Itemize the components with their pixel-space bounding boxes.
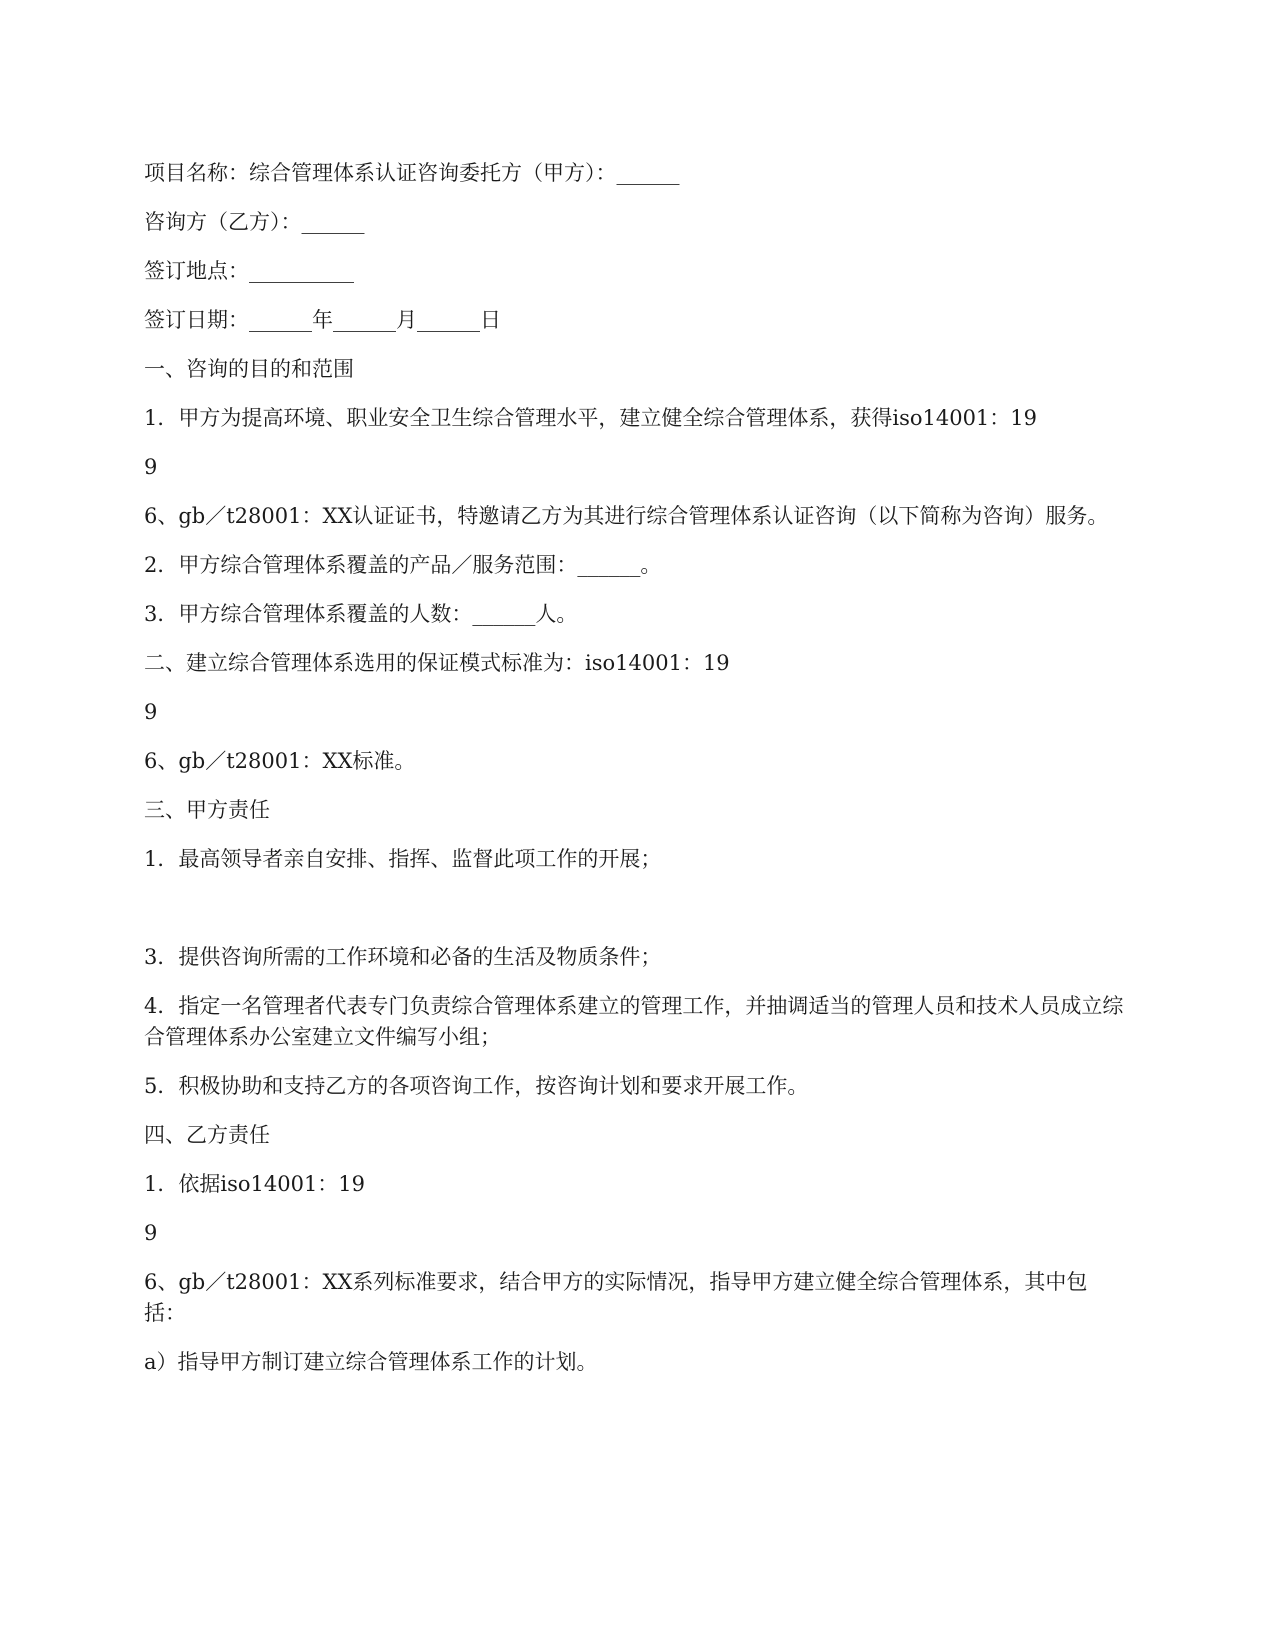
section-2-continued: 6、gb／t28001：XX标准。 [144,749,416,773]
clause-1-1-fragment: 9 [144,455,158,479]
clause-4-1: 1．依据iso14001：19 [144,1172,366,1196]
clause-4-1-continued: 6、gb／t28001：XX系列标准要求，结合甲方的实际情况，指导甲方建立健全综合管理体系，其中包括： [144,1270,1088,1325]
clause-3-1: 1．最高领导者亲自安排、指挥、监督此项工作的开展； [144,847,662,871]
clause-4-1-a: a）指导甲方制订建立综合管理体系工作的计划。 [144,1350,598,1374]
clause-3-5: 5．积极协助和支持乙方的各项咨询工作，按咨询计划和要求开展工作。 [144,1074,809,1098]
blank-gap [144,893,1129,942]
clause-1-1: 1．甲方为提高环境、职业安全卫生综合管理水平，建立健全综合管理体系，获得iso14001：19 [144,406,1038,430]
clause-1-3: 3．甲方综合管理体系覆盖的人数：______人。 [144,602,578,626]
section-heading-2: 二、建立综合管理体系选用的保证模式标准为：iso14001：19 [144,651,730,675]
clause-3-3: 3．提供咨询所需的工作环境和必备的生活及物质条件； [144,945,662,969]
section-heading-4: 四、乙方责任 [144,1123,270,1147]
clause-4-1-fragment: 9 [144,1221,158,1245]
clause-3-4: 4．指定一名管理者代表专门负责综合管理体系建立的管理工作，并抽调适当的管理人员和技术人员成立综合管理体系办公室建立文件编写小组； [144,994,1124,1049]
signing-date-line: 签订日期：______年______月______日 [144,308,501,332]
section-heading-1: 一、咨询的目的和范围 [144,357,354,381]
clause-1-1-continued: 6、gb／t28001：XX认证证书，特邀请乙方为其进行综合管理体系认证咨询（以下简称为咨询）服务。 [144,504,1109,528]
document-page [144,158,1129,1396]
section-2-fragment: 9 [144,700,158,724]
consultant-line: 咨询方（乙方）：______ [144,210,365,234]
signing-place-line: 签订地点：__________ [144,259,354,283]
section-heading-3: 三、甲方责任 [144,798,270,822]
project-name-line: 项目名称：综合管理体系认证咨询委托方（甲方）：______ [144,161,680,185]
clause-1-2: 2．甲方综合管理体系覆盖的产品／服务范围：______。 [144,553,662,577]
